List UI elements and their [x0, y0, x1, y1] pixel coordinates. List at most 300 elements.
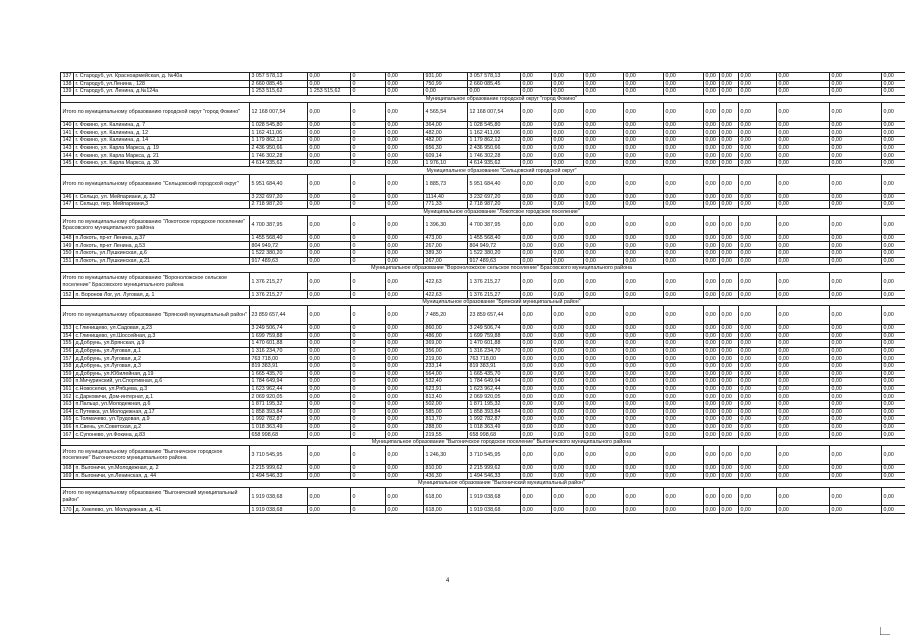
table-cell: 0,00 [584, 446, 624, 465]
table-cell: 0,00 [552, 144, 584, 152]
table-cell: 0,00 [386, 416, 424, 424]
table-cell: 0,00 [664, 506, 704, 514]
table-cell: 0,00 [830, 393, 882, 401]
table-cell: 267,00 [424, 257, 468, 265]
table-cell: 422,63 [424, 272, 468, 291]
row-number: 137 [61, 73, 74, 81]
table-cell: 0,00 [521, 393, 552, 401]
table-cell: 0,00 [552, 103, 584, 122]
address-cell: д. Хмелево, ул. Молодежная, д. 41 [74, 506, 250, 514]
table-cell: 0,00 [704, 152, 720, 160]
table-cell: 0,00 [552, 423, 584, 431]
table-row [61, 472, 905, 480]
table-cell: 0,00 [739, 347, 777, 355]
table-cell: 0,00 [704, 144, 720, 152]
table-cell: 0,00 [552, 242, 584, 250]
table-cell: 0,00 [584, 193, 624, 201]
table-cell: 1 316 234,70 [250, 347, 308, 355]
table-cell: 0,00 [552, 175, 584, 194]
table-cell: 0,00 [308, 121, 351, 129]
table-cell: 0,00 [720, 400, 739, 408]
table-cell: 0,00 [584, 385, 624, 393]
table-cell: 0,00 [584, 362, 624, 370]
row-number: 159 [61, 370, 74, 378]
table-cell: 0,00 [720, 332, 739, 340]
subtotal-row [61, 175, 905, 194]
row-number: 160 [61, 378, 74, 386]
row-number: 163 [61, 400, 74, 408]
table-cell: 0,00 [704, 472, 720, 480]
table-cell: 0,00 [720, 487, 739, 506]
table-cell: 0,00 [521, 129, 552, 137]
table-cell: 0,00 [882, 257, 905, 265]
table-row [61, 362, 905, 370]
table-cell: 0,00 [882, 234, 905, 242]
table-cell: 0,00 [739, 88, 777, 96]
table-cell: 0,00 [830, 88, 882, 96]
table-cell: 0 [351, 216, 386, 235]
address-cell: п.Локоть, ул.Пушкинская, д.6 [74, 250, 250, 258]
section-header-row [61, 208, 905, 216]
table-cell: 0,00 [720, 340, 739, 348]
table-cell: 0,00 [386, 129, 424, 137]
table-cell: 0,00 [584, 121, 624, 129]
table-cell: 0,00 [830, 121, 882, 129]
table-cell: 0 [351, 272, 386, 291]
table-cell: 3 710 545,95 [468, 446, 521, 465]
address-cell: д.Добрунь, ул.Луговая, д.1 [74, 347, 250, 355]
table-cell: 0,00 [777, 250, 830, 258]
table-cell: 0,00 [664, 144, 704, 152]
table-cell: 0,00 [521, 88, 552, 96]
table-cell: 0,00 [521, 152, 552, 160]
address-cell: с.Путевка, ул.Молодежная, д.17 [74, 408, 250, 416]
table-cell: 0,00 [521, 201, 552, 209]
table-cell: 473,00 [424, 234, 468, 242]
table-cell: 0 [351, 88, 386, 96]
table-cell: 0,00 [830, 408, 882, 416]
table-cell: 233,14 [424, 362, 468, 370]
table-cell: 0,00 [739, 464, 777, 472]
table-cell: 0,00 [308, 370, 351, 378]
table-cell: 0,00 [552, 80, 584, 88]
table-cell: 0,00 [739, 175, 777, 194]
table-cell: 0,00 [386, 88, 424, 96]
address-cell: г. Фокино, ул. Карла Маркса, д. 19 [74, 144, 250, 152]
table-cell: 0,00 [664, 257, 704, 265]
table-cell: 0 [351, 393, 386, 401]
table-cell: 1 665 435,70 [468, 370, 521, 378]
table-cell: 486,00 [424, 332, 468, 340]
table-cell: 0,00 [830, 431, 882, 439]
table-cell: 1 992 782,87 [250, 416, 308, 424]
table-cell: 0 [351, 201, 386, 209]
table-cell: 0,00 [664, 250, 704, 258]
table-cell: 0,00 [882, 332, 905, 340]
table-cell: 0,00 [777, 431, 830, 439]
table-cell: 0,00 [386, 393, 424, 401]
table-cell: 0,00 [739, 272, 777, 291]
table-cell: 0,00 [521, 446, 552, 465]
table-cell: 2 215 999,62 [250, 464, 308, 472]
table-cell: 0,00 [664, 408, 704, 416]
table-cell: 0,00 [882, 152, 905, 160]
address-cell: п.Локоть, ул.Пушкинская, д.21 [74, 257, 250, 265]
table-cell: 0,00 [664, 332, 704, 340]
table-cell: 0,00 [624, 234, 664, 242]
table-cell: 0,00 [830, 347, 882, 355]
table-cell: 0,00 [584, 324, 624, 332]
table-cell: 0,00 [664, 385, 704, 393]
table-cell: 0,00 [552, 272, 584, 291]
table-cell: 0,00 [308, 234, 351, 242]
table-cell: 1 699 759,88 [468, 332, 521, 340]
table-cell: 0,00 [882, 370, 905, 378]
table-cell: 0,00 [704, 137, 720, 145]
table-cell: 0,00 [882, 272, 905, 291]
table-cell: 0,00 [704, 416, 720, 424]
table-cell: 0,00 [521, 216, 552, 235]
table-cell: 0,00 [664, 370, 704, 378]
table-cell: 0 [351, 175, 386, 194]
table-cell: 3 232 697,20 [468, 193, 521, 201]
table-cell: 0,00 [720, 242, 739, 250]
table-cell: 0,00 [882, 347, 905, 355]
table-cell: 0,00 [386, 332, 424, 340]
table-cell: 0,00 [386, 423, 424, 431]
table-cell: 0,00 [739, 385, 777, 393]
table-cell: 0,00 [308, 362, 351, 370]
table-cell: 0,00 [664, 472, 704, 480]
row-number: 164 [61, 408, 74, 416]
table-cell: 0,00 [720, 152, 739, 160]
row-number: 154 [61, 332, 74, 340]
table-cell: 658 998,68 [250, 431, 308, 439]
table-cell: 0,00 [777, 80, 830, 88]
table-cell: 0 [351, 234, 386, 242]
table-cell: 1 376 215,27 [468, 291, 521, 299]
table-cell: 0,00 [386, 291, 424, 299]
table-cell: 0 [351, 80, 386, 88]
table-cell: 0,00 [739, 393, 777, 401]
table-cell: 482,00 [424, 129, 468, 137]
table-cell: 0,00 [704, 129, 720, 137]
table-cell: 0,00 [386, 340, 424, 348]
table-cell: 0,00 [882, 121, 905, 129]
table-cell: 0,00 [720, 291, 739, 299]
table-cell: 0,00 [624, 355, 664, 363]
table-cell: 0,00 [704, 347, 720, 355]
table-cell: 917 489,63 [468, 257, 521, 265]
table-cell: 0,00 [777, 272, 830, 291]
table-cell: 0,00 [521, 121, 552, 129]
table-cell: 0,00 [552, 306, 584, 325]
table-cell: 0,00 [584, 73, 624, 81]
table-cell: 0,00 [386, 193, 424, 201]
table-cell: 0,00 [584, 137, 624, 145]
table-cell: 23 859 657,44 [468, 306, 521, 325]
table-cell: 0,00 [664, 159, 704, 167]
table-cell: 0,00 [664, 175, 704, 194]
table-cell: 532,40 [424, 378, 468, 386]
table-cell: 0,00 [777, 257, 830, 265]
table-row [61, 324, 905, 332]
address-cell: д.Добрунь, ул.Юбилейная, д.19 [74, 370, 250, 378]
table-cell: 0,00 [882, 306, 905, 325]
table-cell: 4 614 935,62 [250, 159, 308, 167]
table-cell: 0,00 [386, 152, 424, 160]
row-number: 169 [61, 472, 74, 480]
table-cell: 0,00 [830, 234, 882, 242]
table-cell: 0,00 [704, 242, 720, 250]
table-cell: 0,00 [552, 129, 584, 137]
table-cell: 0,00 [830, 250, 882, 258]
table-cell: 0,00 [720, 378, 739, 386]
table-cell: 288,00 [424, 423, 468, 431]
subtotal-label: Итого по муниципальному образованию "Брянский муниципальный район" [61, 306, 250, 325]
table-cell: 1 179 862,12 [468, 137, 521, 145]
table-cell: 3 057 578,13 [468, 73, 521, 81]
table-cell: 0 [351, 416, 386, 424]
table-cell: 0,00 [704, 362, 720, 370]
table-cell: 0,00 [624, 506, 664, 514]
table-cell: 0,00 [704, 506, 720, 514]
table-row [61, 408, 905, 416]
table-cell: 0,00 [720, 159, 739, 167]
table-cell: 0,00 [624, 121, 664, 129]
table-cell: 0,00 [521, 506, 552, 514]
table-cell: 0,00 [584, 347, 624, 355]
table-cell: 0,00 [664, 193, 704, 201]
table-cell: 0,00 [830, 144, 882, 152]
table-cell: 0 [351, 159, 386, 167]
table-cell: 0,00 [704, 385, 720, 393]
table-cell: 0,00 [624, 362, 664, 370]
table-cell: 0,00 [552, 250, 584, 258]
table-cell: 0 [351, 385, 386, 393]
table-cell: 0,00 [739, 144, 777, 152]
table-cell: 763 718,00 [250, 355, 308, 363]
table-cell: 0,00 [664, 446, 704, 465]
row-number: 153 [61, 324, 74, 332]
table-cell: 0,00 [664, 129, 704, 137]
table-cell: 0,00 [830, 159, 882, 167]
table-cell: 1 784 649,94 [468, 378, 521, 386]
table-cell: 0 [351, 472, 386, 480]
table-cell: 0,00 [777, 506, 830, 514]
table-cell: 3 249 506,74 [468, 324, 521, 332]
row-number: 148 [61, 234, 74, 242]
table-cell: 0,00 [624, 73, 664, 81]
table-cell: 564,00 [424, 370, 468, 378]
table-cell: 0,00 [386, 201, 424, 209]
table-cell: 0,00 [720, 362, 739, 370]
row-number: 146 [61, 193, 74, 201]
table-cell: 5 951 684,40 [250, 175, 308, 194]
table-cell: 0,00 [882, 216, 905, 235]
table-cell: 0,00 [882, 416, 905, 424]
table-cell: 0,00 [830, 272, 882, 291]
row-number: 141 [61, 129, 74, 137]
table-cell: 1 919 038,68 [468, 487, 521, 506]
table-cell: 0,00 [777, 332, 830, 340]
table-cell: 0,00 [552, 291, 584, 299]
address-cell: п. Выгоничи, ул.Ленинская, д. 44 [74, 472, 250, 480]
table-cell: 0,00 [882, 472, 905, 480]
table-cell: 0,00 [704, 250, 720, 258]
table-cell: 0,00 [521, 324, 552, 332]
table-cell: 0,00 [720, 80, 739, 88]
table-cell: 0,00 [664, 400, 704, 408]
table-cell: 0,00 [704, 370, 720, 378]
table-cell: 0,00 [584, 332, 624, 340]
section-header-row [61, 480, 905, 488]
table-cell: 422,63 [424, 291, 468, 299]
table-row [61, 400, 905, 408]
table-cell: 0,00 [552, 324, 584, 332]
table-cell: 0,00 [882, 464, 905, 472]
table-cell: 0,00 [882, 431, 905, 439]
table-cell: 0,00 [386, 472, 424, 480]
subtotal-label: Итого по муниципальному образованию "Выгоничский муниципальный район" [61, 487, 250, 506]
table-cell: 0,00 [664, 362, 704, 370]
row-number: 144 [61, 152, 74, 160]
table-cell: 0,00 [777, 144, 830, 152]
table-cell: 0,00 [739, 332, 777, 340]
address-cell: г. Фокино, ул. Калинина, д. 12 [74, 129, 250, 137]
table-cell: 1 253 515,62 [308, 88, 351, 96]
table-cell: 0,00 [720, 423, 739, 431]
section-header-row [61, 298, 905, 306]
table-cell: 0,00 [308, 291, 351, 299]
table-cell: 0,00 [386, 385, 424, 393]
table-cell: 0,00 [777, 88, 830, 96]
table-cell: 0,00 [521, 103, 552, 122]
table-cell: 0,00 [830, 464, 882, 472]
table-cell: 0,00 [704, 324, 720, 332]
table-cell: 0,00 [720, 201, 739, 209]
table-cell: 0,00 [882, 400, 905, 408]
table-cell: 0,00 [521, 472, 552, 480]
address-cell: с.Глинищево, ул.Шоссейная, д.3 [74, 332, 250, 340]
table-cell: 0,00 [552, 464, 584, 472]
subtotal-label: Итого по муниципальному образованию городской округ "город Фокино" [61, 103, 250, 122]
table-cell: 0,00 [720, 431, 739, 439]
table-cell: 0,00 [386, 216, 424, 235]
table-cell: 0 [351, 370, 386, 378]
table-cell: 1 162 411,06 [250, 129, 308, 137]
table-cell: 12 168 007,54 [468, 103, 521, 122]
table-cell: 0,00 [777, 355, 830, 363]
table-cell: 0,00 [882, 159, 905, 167]
table-cell: 0,00 [521, 431, 552, 439]
address-cell: п.Локоть, пр-кт Ленина, д.37 [74, 234, 250, 242]
table-cell: 0,00 [720, 324, 739, 332]
table-cell: 0 [351, 103, 386, 122]
table-cell: 0,00 [308, 257, 351, 265]
table-cell: 0,00 [386, 446, 424, 465]
table-cell: 0,00 [739, 506, 777, 514]
table-cell: 0,00 [584, 423, 624, 431]
table-cell: 0,00 [552, 385, 584, 393]
table-row [61, 506, 905, 514]
table-cell: 0,00 [584, 250, 624, 258]
table-cell: 0,00 [830, 306, 882, 325]
table-cell: 0,00 [739, 400, 777, 408]
table-row [61, 144, 905, 152]
table-cell: 1 746 302,28 [468, 152, 521, 160]
address-cell: с.Толмачево, ул.Трудовая, д.9 [74, 416, 250, 424]
table-cell: 0,00 [739, 234, 777, 242]
table-cell: 0,00 [308, 472, 351, 480]
table-cell: 0,00 [624, 201, 664, 209]
table-cell: 804 949,72 [250, 242, 308, 250]
table-cell: 0,00 [704, 355, 720, 363]
table-cell: 2 436 950,66 [250, 144, 308, 152]
section-title: Муниципальное образование "Вороноложское сельское поселение" Брасовского муниципального района [61, 265, 905, 273]
table-cell: 0,00 [704, 216, 720, 235]
table-cell: 1 919 038,68 [468, 506, 521, 514]
table-cell: 0,00 [704, 121, 720, 129]
address-cell: г. Фокино, ул. Карла Маркса, д. 30 [74, 159, 250, 167]
table-cell: 0,00 [521, 487, 552, 506]
table-cell: 813,40 [424, 393, 468, 401]
table-cell: 0,00 [777, 385, 830, 393]
table-cell: 0,00 [882, 129, 905, 137]
table-cell: 0,00 [704, 340, 720, 348]
table-cell: 0,00 [830, 362, 882, 370]
table-cell: 0,00 [308, 446, 351, 465]
table-cell: 0,00 [664, 272, 704, 291]
table-cell: 0,00 [830, 506, 882, 514]
table-cell: 1 522 380,20 [468, 250, 521, 258]
scan-corner-mark [880, 627, 890, 635]
table-cell: 5 951 684,40 [468, 175, 521, 194]
table-cell: 804 949,72 [468, 242, 521, 250]
subtotal-label: Итого по муниципальному образованию "Вороноложское сельское поселение" Брасовского муниципального района [61, 272, 250, 291]
table-cell: 0,00 [308, 355, 351, 363]
table-cell: 0,00 [624, 291, 664, 299]
table-cell: 1 494 546,33 [468, 472, 521, 480]
table-cell: 0,00 [386, 103, 424, 122]
table-cell: 0,00 [308, 159, 351, 167]
table-cell: 0,00 [720, 385, 739, 393]
table-cell: 931,00 [424, 73, 468, 81]
table-cell: 0,00 [830, 257, 882, 265]
table-cell: 0,00 [584, 393, 624, 401]
table-cell: 618,00 [424, 506, 468, 514]
table-cell: 0 [351, 152, 386, 160]
table-cell: 0,00 [704, 159, 720, 167]
table-cell: 1 455 568,40 [250, 234, 308, 242]
table-cell: 502,00 [424, 400, 468, 408]
table-row [61, 80, 905, 88]
table-cell: 0,00 [720, 121, 739, 129]
table-cell: 0,00 [521, 362, 552, 370]
table-cell: 1 623 962,44 [250, 385, 308, 393]
table-cell: 0,00 [584, 242, 624, 250]
table-cell: 0,00 [468, 88, 521, 96]
table-row [61, 137, 905, 145]
table-cell: 0,00 [720, 250, 739, 258]
table-cell: 0,00 [386, 144, 424, 152]
table-cell: 0,00 [830, 416, 882, 424]
table-cell: 658 998,68 [468, 431, 521, 439]
table-cell: 0,00 [521, 137, 552, 145]
row-number: 143 [61, 144, 74, 152]
table-cell: 0,00 [739, 472, 777, 480]
table-cell: 0,00 [584, 291, 624, 299]
